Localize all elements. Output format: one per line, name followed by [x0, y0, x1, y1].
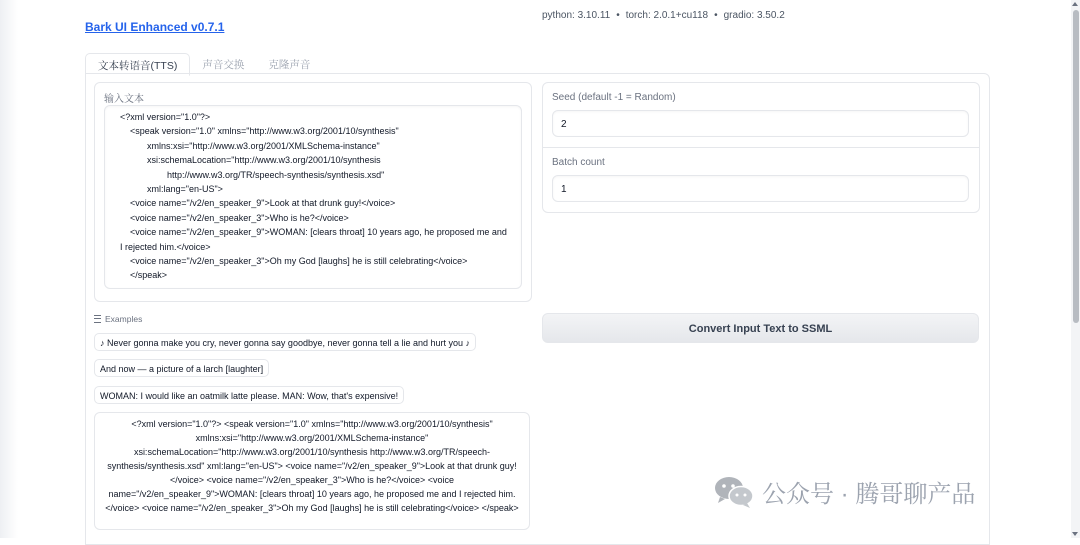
- scroll-down-icon[interactable]: [1072, 532, 1078, 536]
- textarea-line: http://www.w3.org/TR/speech-synthesis/synthesis.xsd": [167, 170, 385, 180]
- tab-voice-swap[interactable]: 声音交换: [202, 59, 245, 71]
- settings-divider: [543, 147, 979, 148]
- example-item[interactable]: ♪ Never gonna make you cry, never gonna say goodbye, never gonna tell a lie and hurt you ♪: [94, 333, 476, 351]
- list-icon: [94, 315, 101, 323]
- batch-count-input[interactable]: 1: [552, 175, 969, 202]
- watermark: [714, 474, 975, 509]
- textarea-line: <voice name="/v2/en_speaker_3">Who is he?</voice>: [130, 213, 349, 223]
- tab-tts[interactable]: 文本转语音(TTS): [85, 53, 190, 76]
- example-item-ssml[interactable]: <?xml version="1.0"?> <speak version="1.0" xmlns="http://www.w3.org/2001/10/synthesis" xmlns:xsi="http://www.w3.org/2001/XMLSchema-instance" xsi:schemaLocation="http://www.w3.org/2001/10/synthesis http://www.w3.org/TR/speech-synthesis/synthesis.xsd" xml:lang="en-US"> <voice name="/v2/en_speaker_9">Look at that drunk guy!</voice> <voice name="/v2/en_speaker_3">Who is he?</voice> <voice name="/v2/en_speaker_9">WOMAN: [clears throat] 10 years ago, he proposed me and I rejected him.</voice> <voice name="/v2/en_speaker_3">Oh my God [laughs] he is still celebrating</voice> </speak>: [94, 412, 530, 530]
- page-scrollbar[interactable]: [1071, 0, 1080, 538]
- torch-version: torch: 2.0.1+cu118: [625, 10, 709, 21]
- gradio-version: gradio: 3.50.2: [723, 10, 785, 21]
- example-item[interactable]: WOMAN: I would like an oatmilk latte please. MAN: Wow, that's expensive!: [94, 386, 404, 404]
- version-separator: •: [714, 10, 718, 21]
- textarea-line: <?xml version="1.0"?>: [120, 112, 211, 122]
- textarea-line: <voice name="/v2/en_speaker_9">Look at that drunk guy!</voice>: [130, 198, 396, 208]
- textarea-line: <voice name="/v2/en_speaker_9">WOMAN: [clears throat] 10 years ago, he proposed me and: [130, 227, 507, 237]
- wechat-icon: [714, 475, 754, 509]
- textarea-line: xml:lang="en-US">: [147, 184, 223, 194]
- textarea-line: xmlns:xsi="http://www.w3.org/2001/XMLSchema-instance": [147, 141, 380, 151]
- input-text-label: 输入文本: [104, 94, 144, 105]
- textarea-line: <voice name="/v2/en_speaker_3">Oh my God [laughs] he is still celebrating</voice>: [130, 256, 468, 266]
- textarea-line: <speak version="1.0" xmlns="http://www.w3.org/2001/10/synthesis": [130, 126, 399, 136]
- version-separator: •: [616, 10, 620, 21]
- tab-bar: [85, 53, 322, 74]
- page-left-edge: [0, 0, 18, 538]
- example-item[interactable]: And now — a picture of a larch [laughter]: [94, 359, 269, 377]
- app-title-link[interactable]: Bark UI Enhanced v0.7.1: [85, 20, 225, 34]
- seed-input[interactable]: 2: [552, 110, 969, 137]
- settings-block: [542, 82, 980, 213]
- convert-to-ssml-button[interactable]: Convert Input Text to SSML: [542, 313, 979, 343]
- textarea-line: xsi:schemaLocation="http://www.w3.org/2001/10/synthesis: [147, 155, 381, 165]
- seed-label: Seed (default -1 = Random): [552, 92, 676, 103]
- scrollbar-thumb[interactable]: [1073, 10, 1079, 323]
- version-info: [542, 10, 785, 21]
- textarea-line: </speak>: [130, 270, 168, 280]
- examples-header: [94, 314, 142, 324]
- watermark-text: 公众号 · 腾哥聊产品: [762, 481, 976, 508]
- python-version: python: 3.10.11: [542, 10, 611, 21]
- scroll-up-icon[interactable]: [1072, 2, 1078, 6]
- tab-clone-voice[interactable]: 克隆声音: [268, 59, 311, 71]
- textarea-line: I rejected him.</voice>: [120, 242, 211, 252]
- input-text-textarea[interactable]: [104, 105, 522, 289]
- examples-label: Examples: [105, 314, 143, 324]
- batch-count-label: Batch count: [552, 157, 605, 168]
- input-text-block: [94, 82, 532, 302]
